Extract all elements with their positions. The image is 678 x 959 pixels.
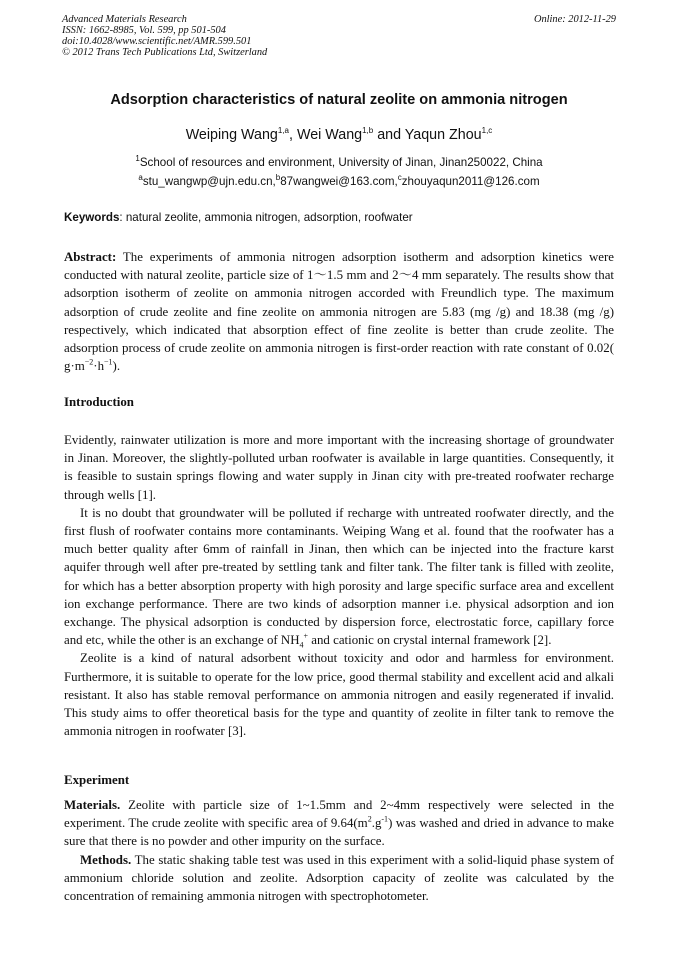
email-list: $^a$stu_wangwp@ujn.edu.cn,$^b$87wangwei@163.com,$^c$zhouyaqun2011@126.com <box>138 173 540 188</box>
journal-header <box>62 14 616 58</box>
issn-line: ISSN: 1662-8985, Vol. 599, pp 501-504 <box>62 25 226 36</box>
email-link[interactable]: stu_wangwp@ujn.edu.cn, <box>142 175 276 188</box>
email-link[interactable]: 87wangwei@163.com, <box>280 175 398 188</box>
abstract-label: Abstract: <box>64 250 117 264</box>
keywords-text: : natural zeolite, ammonia nitrogen, adsorption, roofwater <box>119 211 413 224</box>
author-affiliation-mark: 1,b <box>362 126 374 136</box>
author-affiliation-mark: 1,c <box>481 126 493 136</box>
introduction-body <box>64 431 614 740</box>
abstract: Abstract: The experiments of ammonia nitrogen adsorption isotherm and adsorption kinetics were conducted with natural zeolite, particle size of 1～1.5 mm and 2～4 mm separately. The results show that adsorption isotherm of zeolite on ammonia nitrogen accorded with Freundlich type. The maximum adsorption of crude zeolite and fine zeolite on ammonia nitrogen are 5.83 (mg /g) and 18.38 (mg /g) respectively, which indicated that absorption effect of fine zeolite is better than crude zeolite. The adsorption process of crude zeolite on ammonia nitrogen is first-order reaction with rate constant of 0.02( $g\cdot m^{-2}\cdot h^{-1}$). <box>64 250 614 374</box>
author-name: Wei Wang <box>296 127 363 143</box>
online-date: Online: 2012-11-29 <box>533 14 616 25</box>
paragraph: Materials. Zeolite with particle size of 1~1.5mm and 2~4mm respectively were selected in the experiment. The crude zeolite with specific area of $9.64(m^2.g^{-1})$ was washed and dried in advance to make sure that there is no powder and other impurity on the surface. <box>64 798 614 849</box>
keywords-label: Keywords <box>64 211 120 224</box>
copyright-line: © 2012 Trans Tech Publications Ltd, Switzerland <box>62 47 268 58</box>
materials-label: Materials. <box>64 798 121 812</box>
paragraph: Methods. The static shaking table test was used in this experiment with a solid-liquid phase system of ammonium chloride solution and zeolite. Adsorption capacity of zeolite was calculated by the concentration of remaining ammonia nitrogen with spectrophotometer. <box>64 852 614 904</box>
section-heading-experiment: Experiment <box>64 773 130 787</box>
author-name: Weiping Wang <box>185 127 278 143</box>
email-link[interactable]: zhouyaqun2011@126.com <box>401 175 540 188</box>
paragraph: Zeolite is a kind of natural adsorbent without toxicity and odor and harmless for environment. Furthermore, it is suitable to operate for the low price, good thermal stability and excellent acid and alkali resistant. It also has stable removal performance on ammonia nitrogen and easily regenerated if invalid. This study aims to offer theoretical basis for the type and quantity of zeolite in filter tank to remove the ammonia nitrogen in roofwater [3]. <box>64 651 614 739</box>
author-name: Yaqun Zhou <box>404 127 482 143</box>
paragraph: It is no doubt that groundwater will be polluted if recharge with untreated roofwater directly, and the first flush of roofwater contains more contaminants. Weiping Wang et al. found that the roofwater has a much better quality after 6mm of rainfall in Jinan, then which can be injected into the fracture karst aquifer through well after pre-treated by settling tank and filter tank. The filter tank is filled with zeolite, for which has a better absorption property with high porosity and large specific surface area and excellent ion exchange performance. There are two kinds of adsorption manner i.e. physical adsorption and ion exchange. The physical adsorption is conducted by dispersion force, electrostatic force, capillary force and etc, while the other is an exchange of $NH_4^+$ and cationic on crystal internal framework [2]. <box>64 505 614 650</box>
section-heading-introduction: Introduction <box>64 395 134 409</box>
author-list: Weiping Wang$^{1,a}$, Wei Wang$^{1,b}$ and Yaqun Zhou$^{1,c}$ <box>185 126 493 143</box>
paper-title: Adsorption characteristics of natural zeolite on ammonia nitrogen <box>110 92 568 108</box>
keywords <box>64 211 413 224</box>
doi-line: doi:10.4028/www.scientific.net/AMR.599.501 <box>62 36 252 47</box>
paragraph: Evidently, rainwater utilization is more and more important with the increasing shortage of groundwater in Jinan. Moreover, the slightly-polluted urban roofwater is available in large quantities. Consequently, it is feasible to sustain springs flowing and water supply in Jinan city with pre-treated roofwater recharge through wells [1]. <box>64 433 614 502</box>
journal-name: Advanced Materials Research <box>62 14 187 25</box>
affiliation: $^1$School of resources and environment, University of Jinan, Jinan250022, China <box>135 154 543 169</box>
methods-label: Methods. <box>80 852 132 867</box>
author-affiliation-mark: 1,a <box>277 126 289 136</box>
experiment-body <box>64 796 614 905</box>
